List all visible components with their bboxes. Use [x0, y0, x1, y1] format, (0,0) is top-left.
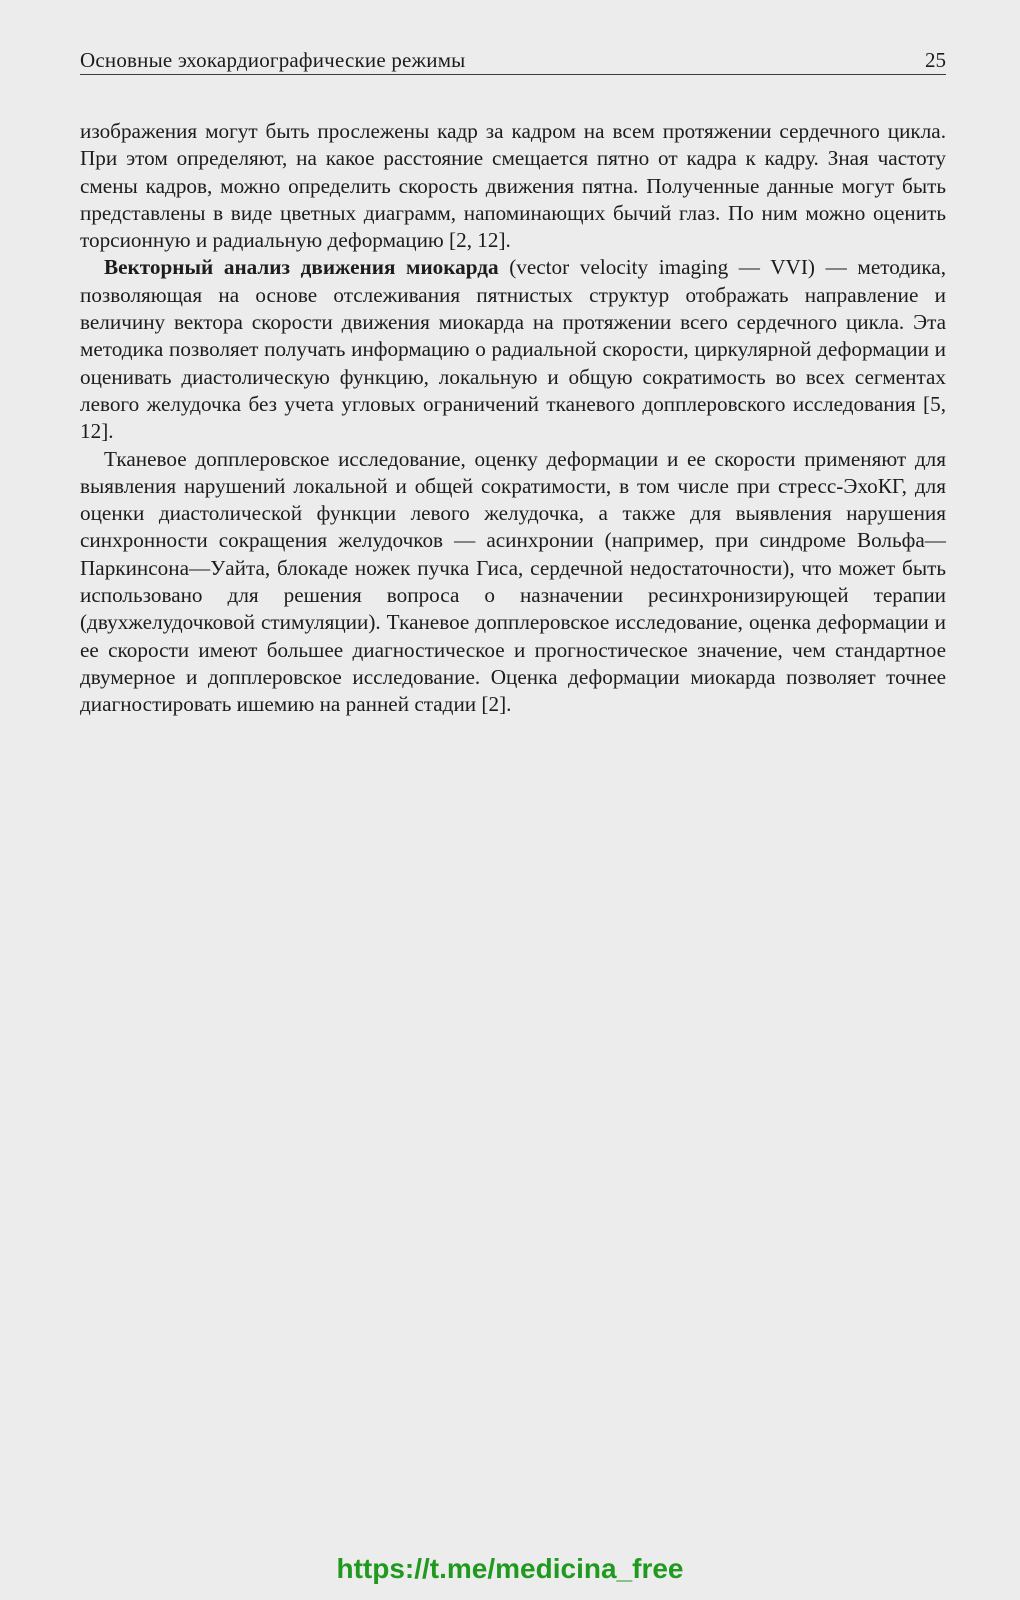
page-number: 25: [925, 48, 946, 72]
running-head: [80, 48, 946, 76]
running-head-title: Основные эхокардиографические режимы: [80, 48, 466, 72]
paragraph-text: (vector velocity imaging — VVI) — методика, позволяющая на основе отслеживания пятнистых структур отображать направление и величину вектора скорости движения миокарда на протяжении всего сердечного цикла. Эта методика позволяет получать информацию о радиальной скорости, циркулярной деформации и оценивать диастолическую функцию, локальную и общую сократимость во всех сегментах левого желудочка без учета угловых ограничений тканевого допплеровского исследования [5, 12].: [80, 255, 946, 444]
paragraph-term: Векторный анализ движения миокарда: [104, 255, 499, 280]
paragraph-text: изображения могут быть прослежены кадр за кадром на всем протяжении сердечного цикла. При этом определяют, на какое расстояние смещается пятно от кадра к кадру. Зная частоту смены кадров, можно определить скорость движения пятна. Полученные данные могут быть представлены в виде цветных диаграмм, напоминающих бычий глаз. По ним можно оценить торсионную и радиальную деформацию [2, 12].: [80, 119, 946, 253]
header-rule: [80, 74, 946, 75]
paragraph-continuation: [80, 118, 946, 254]
body-text: [80, 118, 946, 719]
paragraph-tissue-doppler: [80, 446, 946, 719]
telegram-link[interactable]: https://t.me/medicina_free: [336, 1553, 684, 1584]
paragraph-text: Тканевое допплеровское исследование, оценку деформации и ее скорости применяют для выявления нарушений локальной и общей сократимости, в том числе при стресс-ЭхоКГ, для оценки диастолической функции левого желудочка, а также для выявления нарушения синхронности сокращения желудочков — асинхронии (например, при синдроме Вольфа—Паркинсона—Уайта, блокаде ножек пучка Гиса, сердечной недостаточности), что может быть использовано для решения вопроса о назначении ресинхронизирующей терапии (двухжелудочковой стимуляции). Тканевое допплеровское исследование, оценка деформации и ее скорости имеют большее диагностическое и прогностическое значение, чем стандартное двумерное и допплеровское исследование. Оценка деформации миокарда позволяет точнее диагностировать ишемию на ранней стадии [2].: [80, 446, 946, 717]
paragraph-vvi: [80, 254, 946, 445]
